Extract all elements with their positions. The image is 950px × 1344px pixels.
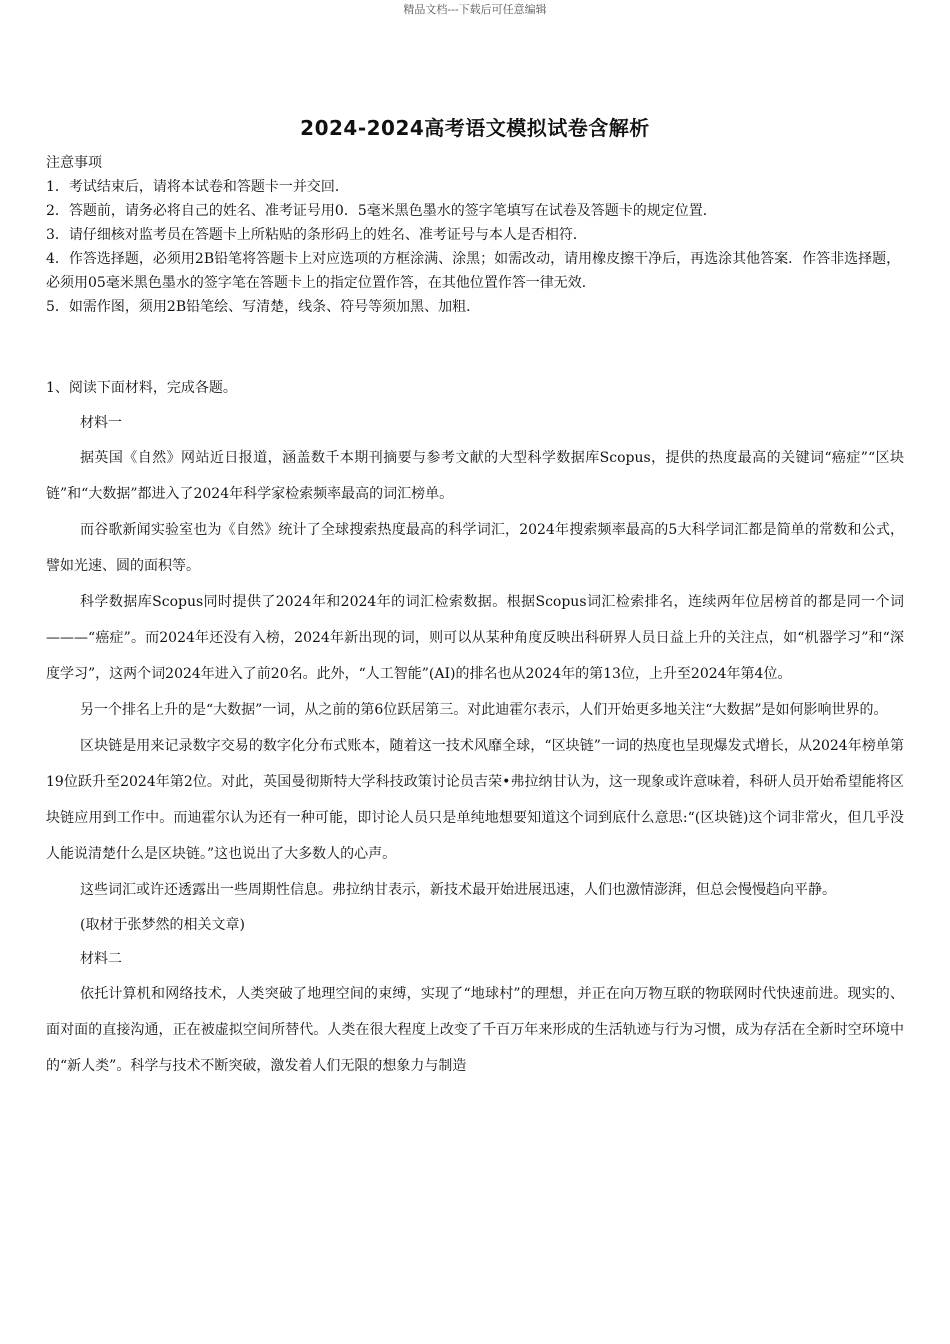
page-title: 2024-2024高考语文模拟试卷含解析 bbox=[300, 116, 650, 140]
material2-label: 材料二 bbox=[80, 951, 122, 967]
material1-paragraph-4: 另一个排名上升的是“大数据”一词，从之前的第6位跃居第三。对此迪霍尔表示，人们开始更多地关注“大数据”是如何影响世界的。 bbox=[80, 702, 888, 718]
notice-item-5: 5．如需作图，须用2B铅笔绘、写清楚，线条、符号等须加黑、加粗． bbox=[46, 299, 481, 315]
notice-item-3: 3．请仔细核对监考员在答题卡上所粘贴的条形码上的姓名、准考证号与本人是否相符． bbox=[46, 227, 587, 243]
material1-paragraph-1: 据英国《自然》网站近日报道，涵盖数千本期刊摘要与参考文献的大型科学数据库Scopus，提供的热度最高的关键词“癌症”“区块链”和“大数据”都进入了2024年科学家检索频率最高的词汇榜单。 bbox=[46, 450, 904, 502]
material1-source: (取材于张梦然的相关文章) bbox=[80, 917, 245, 933]
material1-paragraph-5: 区块链是用来记录数字交易的数字化分布式账本，随着这一技术风靡全球，“区块链”一词的热度也呈现爆发式增长，从2024年榜单第19位跃升至2024年第2位。对此，英国曼彻斯特大学科技政策讨论员吉荣•弗拉纳甘认为，这一现象或许意味着，科研人员开始希望能将区块链应用到工作中。而迪霍尔认为还有一种可能，即讨论人员只是单纯地想要知道这个词到底什么意思:“(区块链)这个词非常火，但几乎没人能说清楚什么是区块链。”这也说出了大多数人的心声。 bbox=[46, 738, 904, 862]
notice-item-2: 2．答题前，请务必将自己的姓名、准考证号用0．5毫米黑色墨水的签字笔填写在试卷及答题卡的规定位置． bbox=[46, 203, 717, 219]
material1-paragraph-6: 这些词汇或许还透露出一些周期性信息。弗拉纳甘表示，新技术最开始进展迅速，人们也激情澎湃，但总会慢慢趋向平静。 bbox=[80, 882, 836, 898]
question-section bbox=[46, 376, 904, 1084]
material1-label: 材料一 bbox=[80, 415, 122, 431]
notice-section bbox=[46, 151, 906, 319]
notice-heading: 注意事项 bbox=[46, 155, 102, 171]
material1-paragraph-2: 而谷歌新闻实验室也为《自然》统计了全球搜索热度最高的科学词汇，2024年搜索频率最高的5大科学词汇都是简单的常数和公式，譬如光速、圆的面积等。 bbox=[46, 522, 904, 574]
material2-paragraph-1: 依托计算机和网络技术，人类突破了地理空间的束缚，实现了“地球村”的理想，并正在向万物互联的物联网时代快速前进。现实的、面对面的直接沟通，正在被虚拟空间所替代。人类在很大程度上改变了千百万年来形成的生活轨迹与行为习惯，成为存活在全新时空环境中的“新人类”。科学与技术不断突破，激发着人们无限的想象力与制造 bbox=[46, 986, 904, 1074]
notice-item-4: 4．作答选择题，必须用2B铅笔将答题卡上对应选项的方框涂满、涂黑；如需改动，请用橡皮擦干净后，再选涂其他答案．作答非选择题，必须用05毫米黑色墨水的签字笔在答题卡上的指定位置作答，在其他位置作答一律无效． bbox=[46, 251, 901, 291]
page-header: 精品文档---下载后可任意编辑 bbox=[403, 3, 547, 16]
notice-item-1: 1．考试结束后，请将本试卷和答题卡一并交回． bbox=[46, 179, 349, 195]
question-intro: 1、阅读下面材料，完成各题。 bbox=[46, 380, 237, 396]
material1-paragraph-3: 科学数据库Scopus同时提供了2024年和2024年的词汇检索数据。根据Scopus词汇检索排名，连续两年位居榜首的都是同一个词———“癌症”。而2024年还没有入榜，2024年新出现的词，则可以从某种角度反映出科研界人员日益上升的关注点，如“机器学习”和“深度学习”，这两个词2024年进入了前20名。此外，“人工智能”(AI)的排名也从2024年的第13位，上升至2024年第4位。 bbox=[46, 594, 904, 682]
